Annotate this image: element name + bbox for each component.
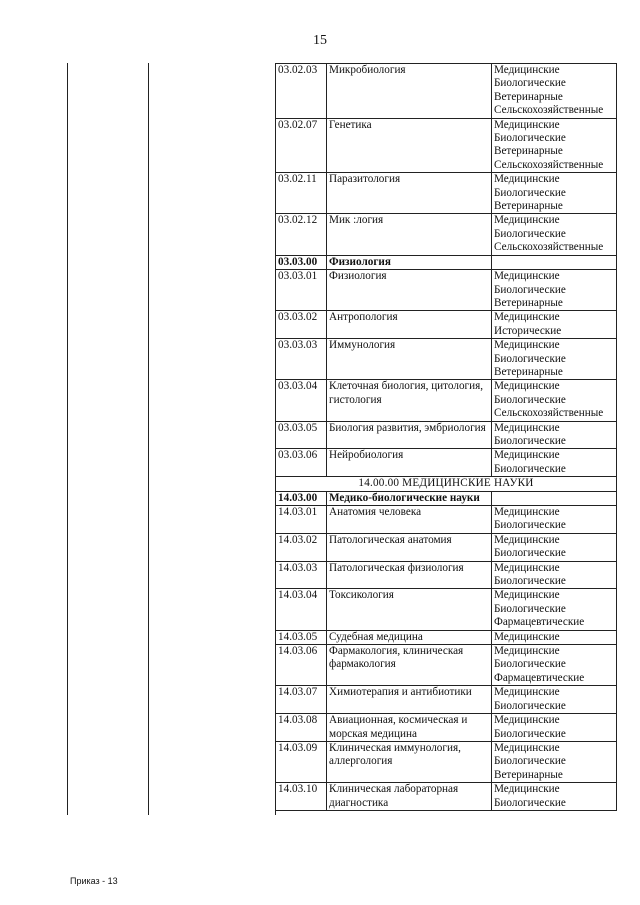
science-field: Сельскохозяйственные bbox=[494, 241, 604, 254]
science-field: Медицинские bbox=[494, 714, 560, 727]
specialty-code: 03.03.03 bbox=[276, 339, 327, 380]
table-row bbox=[276, 449, 617, 477]
science-field: Ветеринарные bbox=[494, 90, 563, 103]
specialty-name: Иммунология bbox=[327, 339, 492, 380]
table-row bbox=[276, 645, 617, 686]
specialty-name: Биология развития, эмбриология bbox=[327, 421, 492, 449]
specialty-name: Фармакология, клиническая фармакология bbox=[327, 645, 492, 686]
footer-order-label: Приказ - 13 bbox=[70, 876, 118, 886]
specialty-code: 03.02.11 bbox=[276, 173, 327, 214]
science-fields bbox=[492, 173, 617, 214]
specialty-code: 14.03.10 bbox=[276, 783, 327, 811]
specialty-code: 03.03.04 bbox=[276, 380, 327, 421]
specialty-name: Патологическая физиология bbox=[327, 561, 492, 589]
specialty-code: 14.03.01 bbox=[276, 506, 327, 534]
specialty-name: Токсикология bbox=[327, 589, 492, 630]
table-row bbox=[276, 270, 617, 311]
science-field: Биологические bbox=[494, 755, 566, 768]
table-row bbox=[276, 339, 617, 380]
science-field: Медицинские bbox=[494, 589, 560, 602]
specialty-name: Микробиология bbox=[327, 64, 492, 119]
science-field: Биологические bbox=[494, 727, 566, 740]
science-fields bbox=[492, 741, 617, 782]
science-field: Ветеринарные bbox=[494, 365, 563, 378]
science-field: Ветеринарные bbox=[494, 296, 563, 309]
table-row bbox=[276, 561, 617, 589]
specialty-code: 03.02.03 bbox=[276, 64, 327, 119]
specialties-table bbox=[275, 63, 617, 811]
section-title: 14.00.00 МЕДИЦИНСКИЕ НАУКИ bbox=[276, 477, 617, 491]
science-field: Сельскохозяйственные bbox=[494, 158, 604, 171]
table-row bbox=[276, 686, 617, 714]
specialty-code: 14.03.02 bbox=[276, 533, 327, 561]
science-field: Биологические bbox=[494, 658, 566, 671]
section-row bbox=[276, 477, 617, 491]
specialty-code: 14.03.08 bbox=[276, 714, 327, 742]
specialty-name: Клиническая иммунология, аллергология bbox=[327, 741, 492, 782]
science-field: Медицинские bbox=[494, 270, 560, 283]
table-row bbox=[276, 533, 617, 561]
specialty-code: 14.03.09 bbox=[276, 741, 327, 782]
science-fields bbox=[492, 630, 617, 644]
science-field: Ветеринарные bbox=[494, 200, 563, 213]
specialty-name: Анатомия человека bbox=[327, 506, 492, 534]
table-row bbox=[276, 173, 617, 214]
science-field: Биологические bbox=[494, 132, 566, 145]
group-row bbox=[276, 255, 617, 269]
science-field: Медицинские bbox=[494, 118, 560, 131]
science-field: Биологические bbox=[494, 77, 566, 90]
science-field: Биологические bbox=[494, 575, 566, 588]
specialty-code: 03.03.05 bbox=[276, 421, 327, 449]
science-field: Медицинские bbox=[494, 630, 560, 643]
specialty-name: Физиология bbox=[327, 270, 492, 311]
specialty-code: 03.02.07 bbox=[276, 118, 327, 173]
science-field: Биологические bbox=[494, 547, 566, 560]
science-fields bbox=[492, 270, 617, 311]
specialty-name: Антропология bbox=[327, 311, 492, 339]
specialty-code: 03.03.01 bbox=[276, 270, 327, 311]
table-row bbox=[276, 589, 617, 630]
science-fields bbox=[492, 561, 617, 589]
science-fields bbox=[492, 380, 617, 421]
specialty-code: 14.03.07 bbox=[276, 686, 327, 714]
page-number: 15 bbox=[313, 33, 327, 48]
science-field: Медицинские bbox=[494, 64, 560, 76]
science-field: Медицинские bbox=[494, 449, 560, 462]
science-field: Медицинские bbox=[494, 339, 560, 352]
science-field: Биологические bbox=[494, 434, 566, 447]
science-field: Биологические bbox=[494, 352, 566, 365]
science-fields bbox=[492, 255, 617, 269]
specialty-name: Клеточная биология, цитология, гистология bbox=[327, 380, 492, 421]
table-row bbox=[276, 380, 617, 421]
science-fields bbox=[492, 589, 617, 630]
science-field: Медицинские bbox=[494, 380, 560, 393]
specialty-name: Авиационная, космическая и морская медицина bbox=[327, 714, 492, 742]
science-field: Биологические bbox=[494, 462, 566, 475]
specialty-name: Клиническая лабораторная диагностика bbox=[327, 783, 492, 811]
specialty-name: Генетика bbox=[327, 118, 492, 173]
science-field: Медицинские bbox=[494, 421, 560, 434]
specialty-code: 03.03.02 bbox=[276, 311, 327, 339]
science-field: Медицинские bbox=[494, 561, 560, 574]
science-fields bbox=[492, 645, 617, 686]
science-field: Фармацевтические bbox=[494, 671, 585, 684]
table-row bbox=[276, 783, 617, 811]
table-row bbox=[276, 214, 617, 255]
science-field: Медицинские bbox=[494, 783, 560, 796]
science-fields bbox=[492, 686, 617, 714]
specialty-name: Химиотерапия и антибиотики bbox=[327, 686, 492, 714]
table-row bbox=[276, 421, 617, 449]
specialty-name: Физиология bbox=[327, 255, 492, 269]
science-field: Биологические bbox=[494, 602, 566, 615]
specialty-name: Мик :логия bbox=[327, 214, 492, 255]
science-field: Биологические bbox=[494, 283, 566, 296]
specialty-name: Патологическая анатомия bbox=[327, 533, 492, 561]
science-field: Биологические bbox=[494, 393, 566, 406]
table-row bbox=[276, 741, 617, 782]
specialty-name: Паразитология bbox=[327, 173, 492, 214]
column-divider bbox=[148, 63, 149, 815]
specialty-code: 14.03.05 bbox=[276, 630, 327, 644]
science-fields bbox=[492, 506, 617, 534]
table-row bbox=[276, 714, 617, 742]
specialty-code: 14.03.04 bbox=[276, 589, 327, 630]
specialty-name: Судебная медицина bbox=[327, 630, 492, 644]
table-row bbox=[276, 506, 617, 534]
science-field: Сельскохозяйственные bbox=[494, 407, 604, 420]
science-field: Биологические bbox=[494, 796, 566, 809]
specialty-code: 03.03.00 bbox=[276, 255, 327, 269]
science-fields bbox=[492, 449, 617, 477]
science-fields bbox=[492, 64, 617, 119]
science-field: Медицинские bbox=[494, 311, 560, 324]
specialty-code: 14.03.06 bbox=[276, 645, 327, 686]
science-fields bbox=[492, 118, 617, 173]
science-field: Медицинские bbox=[494, 506, 560, 518]
table-row bbox=[276, 630, 617, 644]
science-field: Медицинские bbox=[494, 214, 560, 227]
specialty-code: 14.03.03 bbox=[276, 561, 327, 589]
specialty-code: 03.03.06 bbox=[276, 449, 327, 477]
group-row bbox=[276, 491, 617, 505]
science-field: Биологические bbox=[494, 519, 566, 532]
specialty-code: 03.02.12 bbox=[276, 214, 327, 255]
science-fields bbox=[492, 311, 617, 339]
specialty-name: Медико-биологические науки bbox=[327, 491, 492, 505]
specialty-name: Нейробиология bbox=[327, 449, 492, 477]
science-field: Медицинские bbox=[494, 645, 560, 658]
science-field: Медицинские bbox=[494, 741, 560, 754]
science-field: Медицинские bbox=[494, 173, 560, 186]
science-fields bbox=[492, 491, 617, 505]
science-field: Медицинские bbox=[494, 686, 560, 699]
table-row bbox=[276, 118, 617, 173]
science-field: Биологические bbox=[494, 227, 566, 240]
science-fields bbox=[492, 339, 617, 380]
science-field: Биологические bbox=[494, 186, 566, 199]
science-field: Ветеринарные bbox=[494, 145, 563, 158]
science-field: Исторические bbox=[494, 324, 562, 337]
science-fields bbox=[492, 421, 617, 449]
science-field: Медицинские bbox=[494, 533, 560, 546]
science-fields bbox=[492, 214, 617, 255]
science-fields bbox=[492, 783, 617, 811]
table-row bbox=[276, 64, 617, 119]
science-field: Сельскохозяйственные bbox=[494, 104, 604, 117]
science-field: Биологические bbox=[494, 699, 566, 712]
science-field: Ветеринарные bbox=[494, 768, 563, 781]
science-fields bbox=[492, 533, 617, 561]
science-field: Фармацевтические bbox=[494, 616, 585, 629]
science-fields bbox=[492, 714, 617, 742]
table-row bbox=[276, 311, 617, 339]
specialty-code: 14.03.00 bbox=[276, 491, 327, 505]
